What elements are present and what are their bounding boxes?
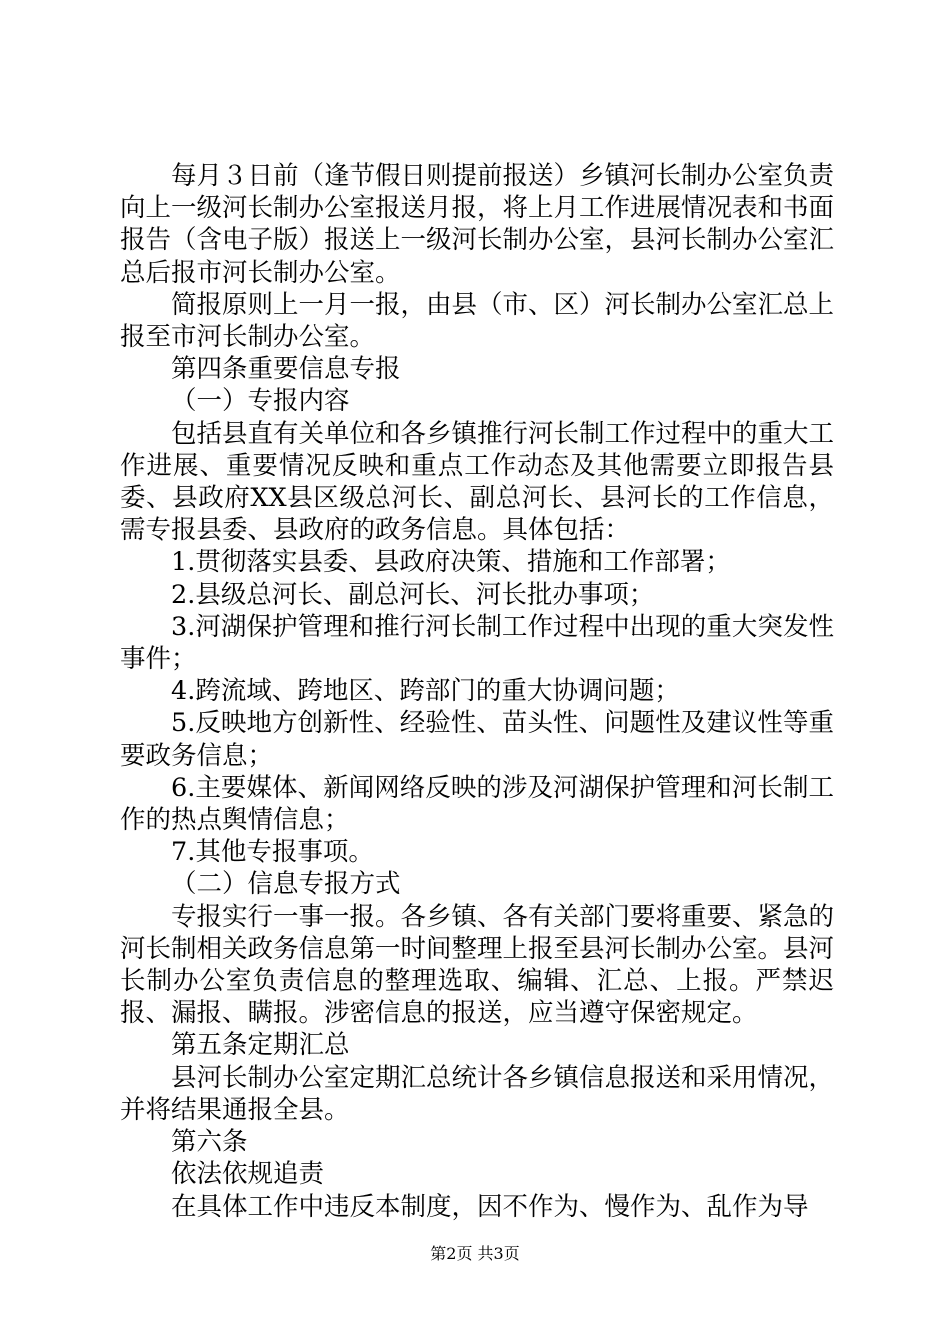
list-item: 2.县级总河长、副总河长、河长批办事项； bbox=[171, 579, 655, 610]
document-body bbox=[120, 160, 834, 1223]
paragraph: 每月３日前（逢节假日则提前报送）乡镇河长制办公室负责向上一级河长制办公室报送月报，将上月工作进展情况表和书面报告（含电子版）报送上一级河长制办公室，县河长制办公室汇总后报市河长制办公室。 bbox=[120, 161, 835, 288]
list-item: 3.河湖保护管理和推行河长制工作过程中出现的重大突发性事件； bbox=[120, 611, 834, 675]
section-heading: 第四条重要信息专报 bbox=[171, 354, 401, 385]
paragraph: 包括县直有关单位和各乡镇推行河长制工作过程中的重大工作进展、重要情况反映和重点工作动态及其他需要立即报告县委、县政府XX县区级总河长、副总河长、县河长的工作信息，需专报县委、县政府的政务信息。具体包括： bbox=[120, 418, 835, 546]
list-item: 7.其他专报事项。 bbox=[171, 837, 374, 868]
list-item: 4.跨流域、跨地区、跨部门的重大协调问题； bbox=[171, 676, 680, 707]
paragraph: 县河长制办公室定期汇总统计各乡镇信息报送和采用情况，并将结果通报全县。 bbox=[120, 1062, 835, 1125]
section-heading: 依法依规追责 bbox=[171, 1159, 325, 1190]
list-item: 5.反映地方创新性、经验性、苗头性、问题性及建议性等重要政务信息； bbox=[120, 708, 834, 771]
list-item: 1.贯彻落实县委、县政府决策、措施和工作部署； bbox=[171, 547, 731, 578]
page-footer: 第2页 共3页 bbox=[430, 1244, 520, 1263]
paragraph: 在具体工作中违反本制度，因不作为、慢作为、乱作为导 bbox=[171, 1191, 809, 1222]
paragraph: 专报实行一事一报。各乡镇、各有关部门要将重要、紧急的河长制相关政务信息第一时间整理上报至县河长制办公室。县河长制办公室负责信息的整理选取、编辑、汇总、上报。严禁迟报、漏报、瞒报。涉密信息的报送，应当遵守保密规定。 bbox=[120, 901, 835, 1029]
paragraph: 简报原则上一月一报，由县（市、区）河长制办公室汇总上报至市河长制办公室。 bbox=[120, 289, 835, 353]
list-item: 6.主要媒体、新闻网络反映的涉及河湖保护管理和河长制工作的热点舆情信息； bbox=[120, 772, 834, 836]
subsection-heading: （一）专报内容 bbox=[171, 386, 350, 417]
section-heading: 第六条 bbox=[171, 1127, 248, 1158]
section-heading: 第五条定期汇总 bbox=[171, 1030, 350, 1061]
subsection-heading: （二）信息专报方式 bbox=[171, 869, 401, 900]
